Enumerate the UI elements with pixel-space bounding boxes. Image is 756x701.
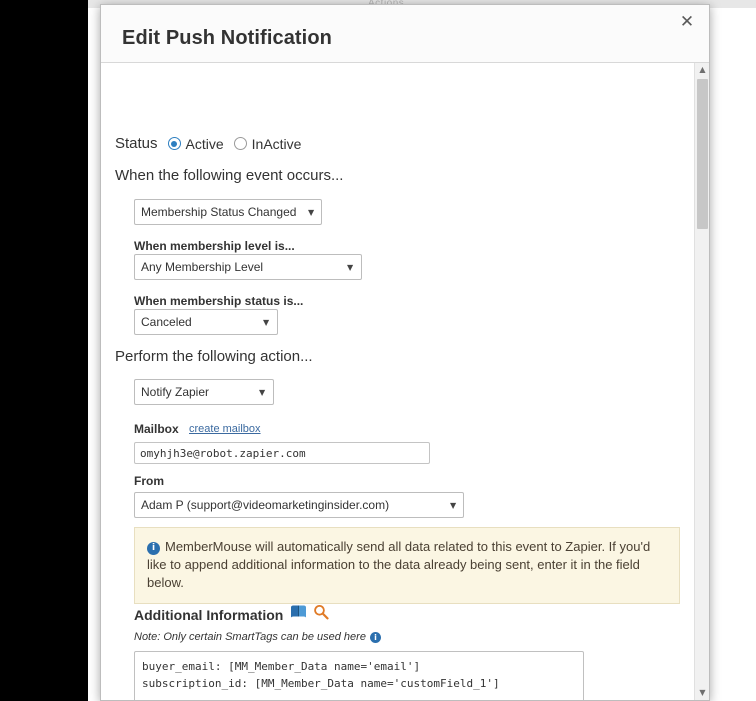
smarttag-note-text: Note: Only certain SmartTags can be used here — [134, 631, 366, 643]
modal-scrollbar[interactable] — [694, 63, 709, 700]
info-notice — [134, 527, 680, 604]
chevron-down-icon: ▼ — [259, 388, 266, 397]
modal-body — [101, 63, 709, 700]
additional-information-textarea[interactable] — [134, 651, 584, 700]
membership-level-label: When membership level is... — [134, 239, 295, 253]
radio-active-label[interactable]: Active — [185, 135, 224, 152]
mailbox-input[interactable] — [134, 442, 430, 464]
page-title: Edit Push Notification — [122, 27, 332, 49]
mailbox-label: Mailbox — [134, 422, 179, 436]
additional-information-label: Additional Information — [134, 607, 284, 623]
page-backdrop-left — [0, 0, 88, 701]
search-icon[interactable] — [313, 604, 329, 625]
scroll-down-icon[interactable]: ▼ — [699, 688, 706, 697]
scroll-thumb[interactable] — [697, 79, 708, 229]
event-select[interactable] — [134, 199, 322, 225]
chevron-down-icon: ▼ — [347, 263, 354, 272]
status-row — [115, 135, 311, 152]
info-notice-text: MemberMouse will automatically send all data related to this event to Zapier. If you'd like to append additional information to the data already being sent, enter it in the field below. — [147, 539, 651, 590]
status-label: Status — [115, 135, 158, 152]
from-select[interactable] — [134, 492, 464, 518]
info-icon[interactable]: i — [370, 632, 381, 643]
smarttag-icon[interactable] — [290, 604, 307, 624]
info-icon: i — [147, 542, 160, 555]
radio-inactive-label[interactable]: InActive — [251, 135, 302, 152]
action-select[interactable] — [134, 379, 274, 405]
from-label: From — [134, 474, 164, 488]
chevron-down-icon: ▼ — [450, 501, 457, 510]
membership-level-select[interactable] — [134, 254, 362, 280]
radio-inactive[interactable] — [234, 137, 247, 150]
smarttag-note — [134, 631, 381, 643]
modal-header — [101, 5, 709, 63]
membership-status-label: When membership status is... — [134, 294, 304, 308]
create-mailbox-link[interactable]: create mailbox — [189, 423, 261, 435]
chevron-down-icon: ▼ — [308, 208, 315, 217]
close-icon[interactable]: ✕ — [679, 12, 695, 32]
membership-status-select[interactable] — [134, 309, 278, 335]
chevron-down-icon: ▼ — [263, 318, 270, 327]
scroll-up-icon[interactable]: ▲ — [699, 65, 706, 74]
event-section-heading: When the following event occurs... — [115, 167, 344, 184]
edit-push-notification-modal — [100, 4, 710, 701]
radio-active[interactable] — [168, 137, 181, 150]
action-section-heading: Perform the following action... — [115, 348, 313, 365]
